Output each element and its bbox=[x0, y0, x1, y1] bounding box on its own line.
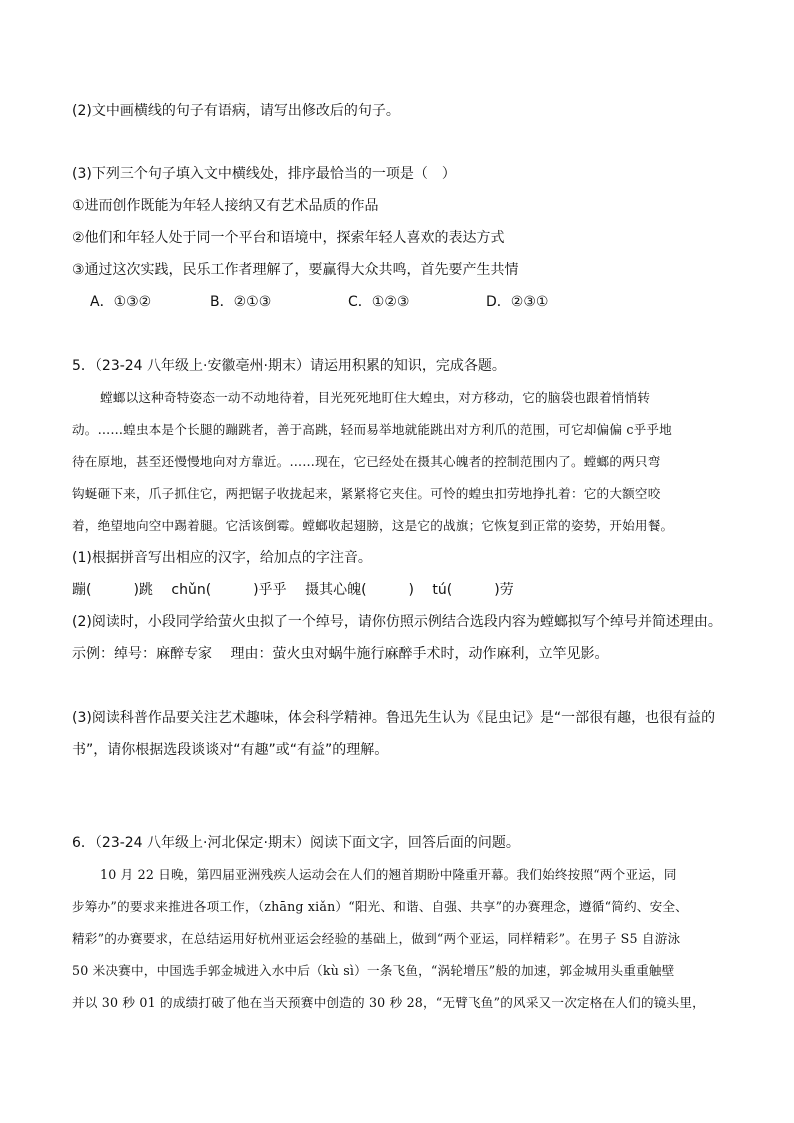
q4-sentence-3: ③通过这次实践，民乐工作者理解了，要赢得大众共鸣，首先要产生共情 bbox=[72, 262, 519, 278]
q6-passage-line: 精彩”的办赛要求，在总结运用好杭州亚运会经验的基础上，做到“两个亚运，同样精彩”。在男子 S5 自游泳 bbox=[72, 931, 681, 946]
q5-sub3-prompt-cont: 书”，请你根据选段谈谈对“有趣”或“有益”的理解。 bbox=[72, 742, 389, 758]
q6-passage-line: 并以 30 秒 01 的成绩打破了他在当天预赛中创造的 30 秒 28，“无臂飞鱼”的风采又一次定格在人们的镜头里， bbox=[72, 995, 705, 1010]
q5-sub3-prompt: (3)阅读科普作品要关注艺术趣味，体会科学精神。鲁迅先生认为《昆虫记》是“一部很有趣，也很有益的 bbox=[72, 710, 716, 726]
q6-passage-line: 50 米决赛中，中国选手郭金城进入水中后（kù sì）一条飞鱼，“涡轮增压”般的加速，郭金城用头重重触壁 bbox=[72, 963, 675, 978]
q4-options bbox=[0, 292, 794, 312]
option-c[interactable]: C．①②③ bbox=[348, 294, 410, 310]
q4-sentence-2: ②他们和年轻人处于同一个平台和语境中，探索年轻人喜欢的表达方式 bbox=[72, 230, 505, 246]
q5-passage-line: 钩蜒砸下来，爪子抓住它，两把锯子收拢起来，紧紧将它夹住。可怜的蝗虫扣劳地挣扎着：它的大额空咬 bbox=[72, 486, 661, 501]
q5-example: 示例：绰号：麻醉专家 理由：萤火虫对蜗牛施行麻醉手术时，动作麻利，立竿见影。 bbox=[72, 646, 609, 662]
option-d[interactable]: D．②③① bbox=[486, 294, 549, 310]
q5-passage-line: 动。……蝗虫本是个长腿的蹦跳者，善于高跳，轻而易举地就能跳出对方利爪的范围，可它却偏偏 c乎乎地 bbox=[72, 422, 672, 437]
q4-sub2-prompt: (2)文中画横线的句子有语病，请写出修改后的句子。 bbox=[72, 103, 400, 119]
q5-fill-blanks[interactable]: 蹦( )跳 chǔn( )乎乎 摄其心魄( ) tú( )劳 bbox=[72, 582, 514, 598]
q5-passage-line: 着，绝望地向空中踢着腿。它活该倒霉。螳螂收起翅膀，这是它的战旗；它恢复到正常的姿势，开始用餐。 bbox=[72, 518, 674, 533]
q6-heading: 6．（23-24 八年级上·河北保定·期末）阅读下面文字，回答后面的问题。 bbox=[72, 835, 520, 851]
q5-heading: 5．（23-24 八年级上·安徽亳州·期末）请运用积累的知识，完成各题。 bbox=[72, 358, 506, 374]
q5-sub2-prompt: (2)阅读时，小段同学给萤火虫拟了一个绰号，请你仿照示例结合选段内容为螳螂拟写个绰号并简述理由。 bbox=[72, 614, 722, 630]
option-a[interactable]: A．①③② bbox=[90, 294, 152, 310]
q5-passage-line: 待在原地，甚至还慢慢地向对方靠近。……现在，它已经处在摄其心魄者的控制范围内了。螳螂的两只弯 bbox=[72, 454, 661, 469]
q5-passage-line: 螳螂以这种奇特姿态一动不动地待着，目光死死地盯住大蝗虫，对方移动，它的脑袋也跟着悄悄转 bbox=[100, 390, 651, 405]
q5-sub1-prompt: (1)根据拼音写出相应的汉字，给加点的字注音。 bbox=[72, 550, 372, 566]
q4-sub3-prompt: (3)下列三个句子填入文中横线处，排序最恰当的一项是（ ） bbox=[72, 166, 456, 182]
q4-sentence-1: ①进而创作既能为年轻人接纳又有艺术品质的作品 bbox=[72, 198, 379, 214]
q6-passage-line: 10 月 22 日晚，第四届亚洲残疾人运动会在人们的翘首期盼中隆重开幕。我们始终按照“两个亚运，同 bbox=[100, 867, 677, 882]
q6-passage-line: 步筹办”的要求来推进各项工作，（zhāng xiǎn）“阳光、和谐、自强、共享”的办赛理念，遵循“简约、安全、 bbox=[72, 899, 688, 914]
option-b[interactable]: B．②①③ bbox=[210, 294, 272, 310]
